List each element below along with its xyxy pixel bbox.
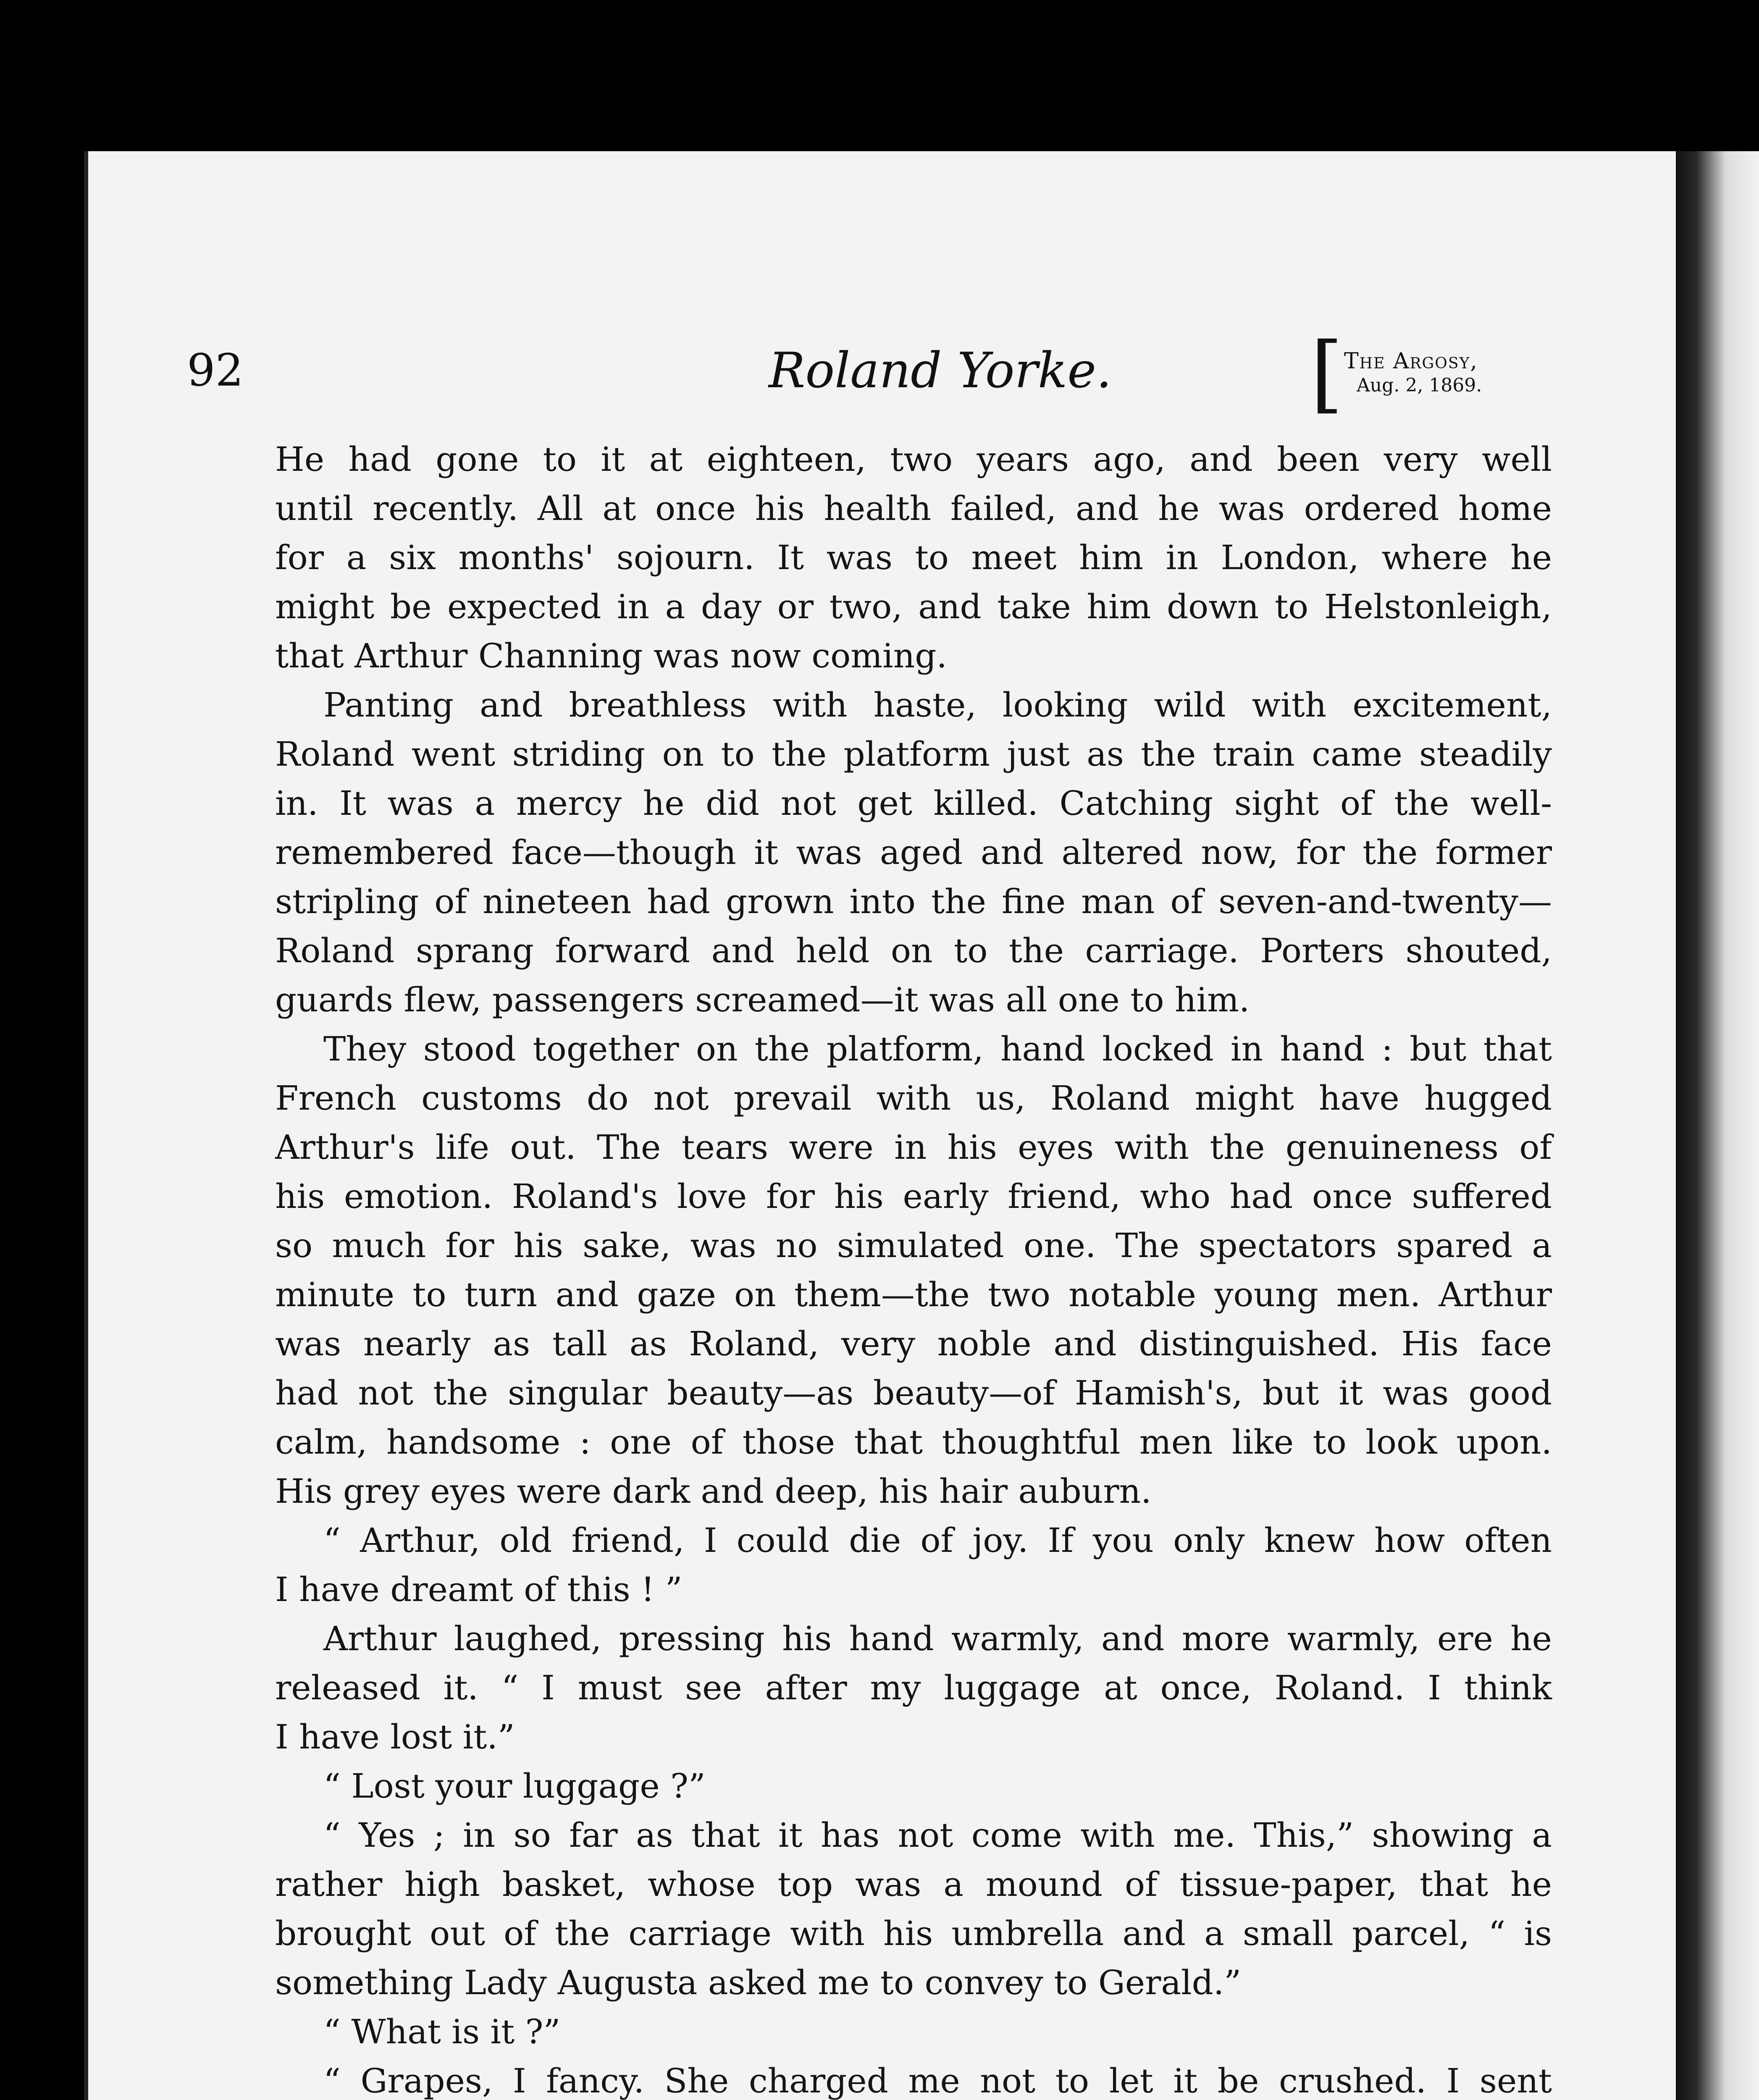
text-line: I have lost it.” [275,1717,515,1756]
text-line: “ Grapes, I fancy. She charged me not to let it be crushed. I sent [323,2061,1552,2100]
body-text [275,435,1552,2100]
text-line: “ Lost your luggage ?” [323,1767,706,1806]
text-line: something Lady Augusta asked me to convey to Gerald.” [275,1963,1242,2002]
text-line: stripling of nineteen had grown into the fine man of seven-and-twenty— [275,882,1552,921]
masthead-title: The Argosy, [1344,349,1478,374]
text-line: released it. “ I must see after my luggage at once, Roland. I think [275,1668,1552,1707]
text-line: Arthur's life out. The tears were in his eyes with the genuineness of [275,1128,1552,1167]
text-line: Panting and breathless with haste, looking wild with excitement, [323,685,1552,724]
book-spine-shadow [1676,151,1759,2100]
text-line: in. It was a mercy he did not get killed. Catching sight of the well- [275,784,1552,823]
text-line: He had gone to it at eighteen, two years ago, and been very well [275,440,1552,479]
text-line: minute to turn and gaze on them—the two notable young men. Arthur [275,1275,1552,1314]
text-line: until recently. All at once his health failed, and he was ordered home [275,489,1552,528]
text-line: had not the singular beauty—as beauty—of Hamish's, but it was good [275,1373,1552,1412]
text-line: “ What is it ?” [323,2012,561,2051]
masthead-bracket: [ [1310,325,1344,423]
page-number: 92 [187,344,244,396]
text-line: for a six months' sojourn. It was to meet him in London, where he [275,538,1552,577]
text-line: Roland went striding on to the platform just as the train came steadily [275,735,1552,774]
text-line: “ Arthur, old friend, I could die of joy. If you only knew how often [323,1521,1552,1560]
text-line: his emotion. Roland's love for his early friend, who had once suffered [275,1177,1552,1216]
text-line: His grey eyes were dark and deep, his hair auburn. [275,1472,1152,1511]
text-line: was nearly as tall as Roland, very noble and distinguished. His face [275,1324,1552,1363]
text-line: Arthur laughed, pressing his hand warmly, and more warmly, ere he [323,1619,1552,1658]
text-line: brought out of the carriage with his umbrella and a small parcel, “ is [275,1914,1552,1953]
text-line: so much for his sake, was no simulated one. The spectators spared a [275,1226,1552,1265]
text-line: that Arthur Channing was now coming. [275,636,947,675]
running-title: Roland Yorke. [769,342,1112,399]
text-line: rather high basket, whose top was a mound of tissue-paper, that he [275,1865,1552,1904]
text-line: They stood together on the platform, hand locked in hand : but that [323,1029,1552,1068]
text-line: “ Yes ; in so far as that it has not come with me. This,” showing a [323,1816,1552,1855]
text-line: I have dreamt of this ! ” [275,1570,683,1609]
text-line: might be expected in a day or two, and take him down to Helstonleigh, [275,587,1552,626]
text-line: calm, handsome : one of those that thoughtful men like to look upon. [275,1423,1552,1462]
text-line: French customs do not prevail with us, Roland might have hugged [275,1079,1552,1118]
text-line: remembered face—though it was aged and altered now, for the former [275,833,1552,872]
text-line: Roland sprang forward and held on to the carriage. Porters shouted, [275,931,1552,970]
masthead-date: Aug. 2, 1869. [1357,375,1482,396]
text-line: guards flew, passengers screamed—it was all one to him. [275,980,1250,1019]
